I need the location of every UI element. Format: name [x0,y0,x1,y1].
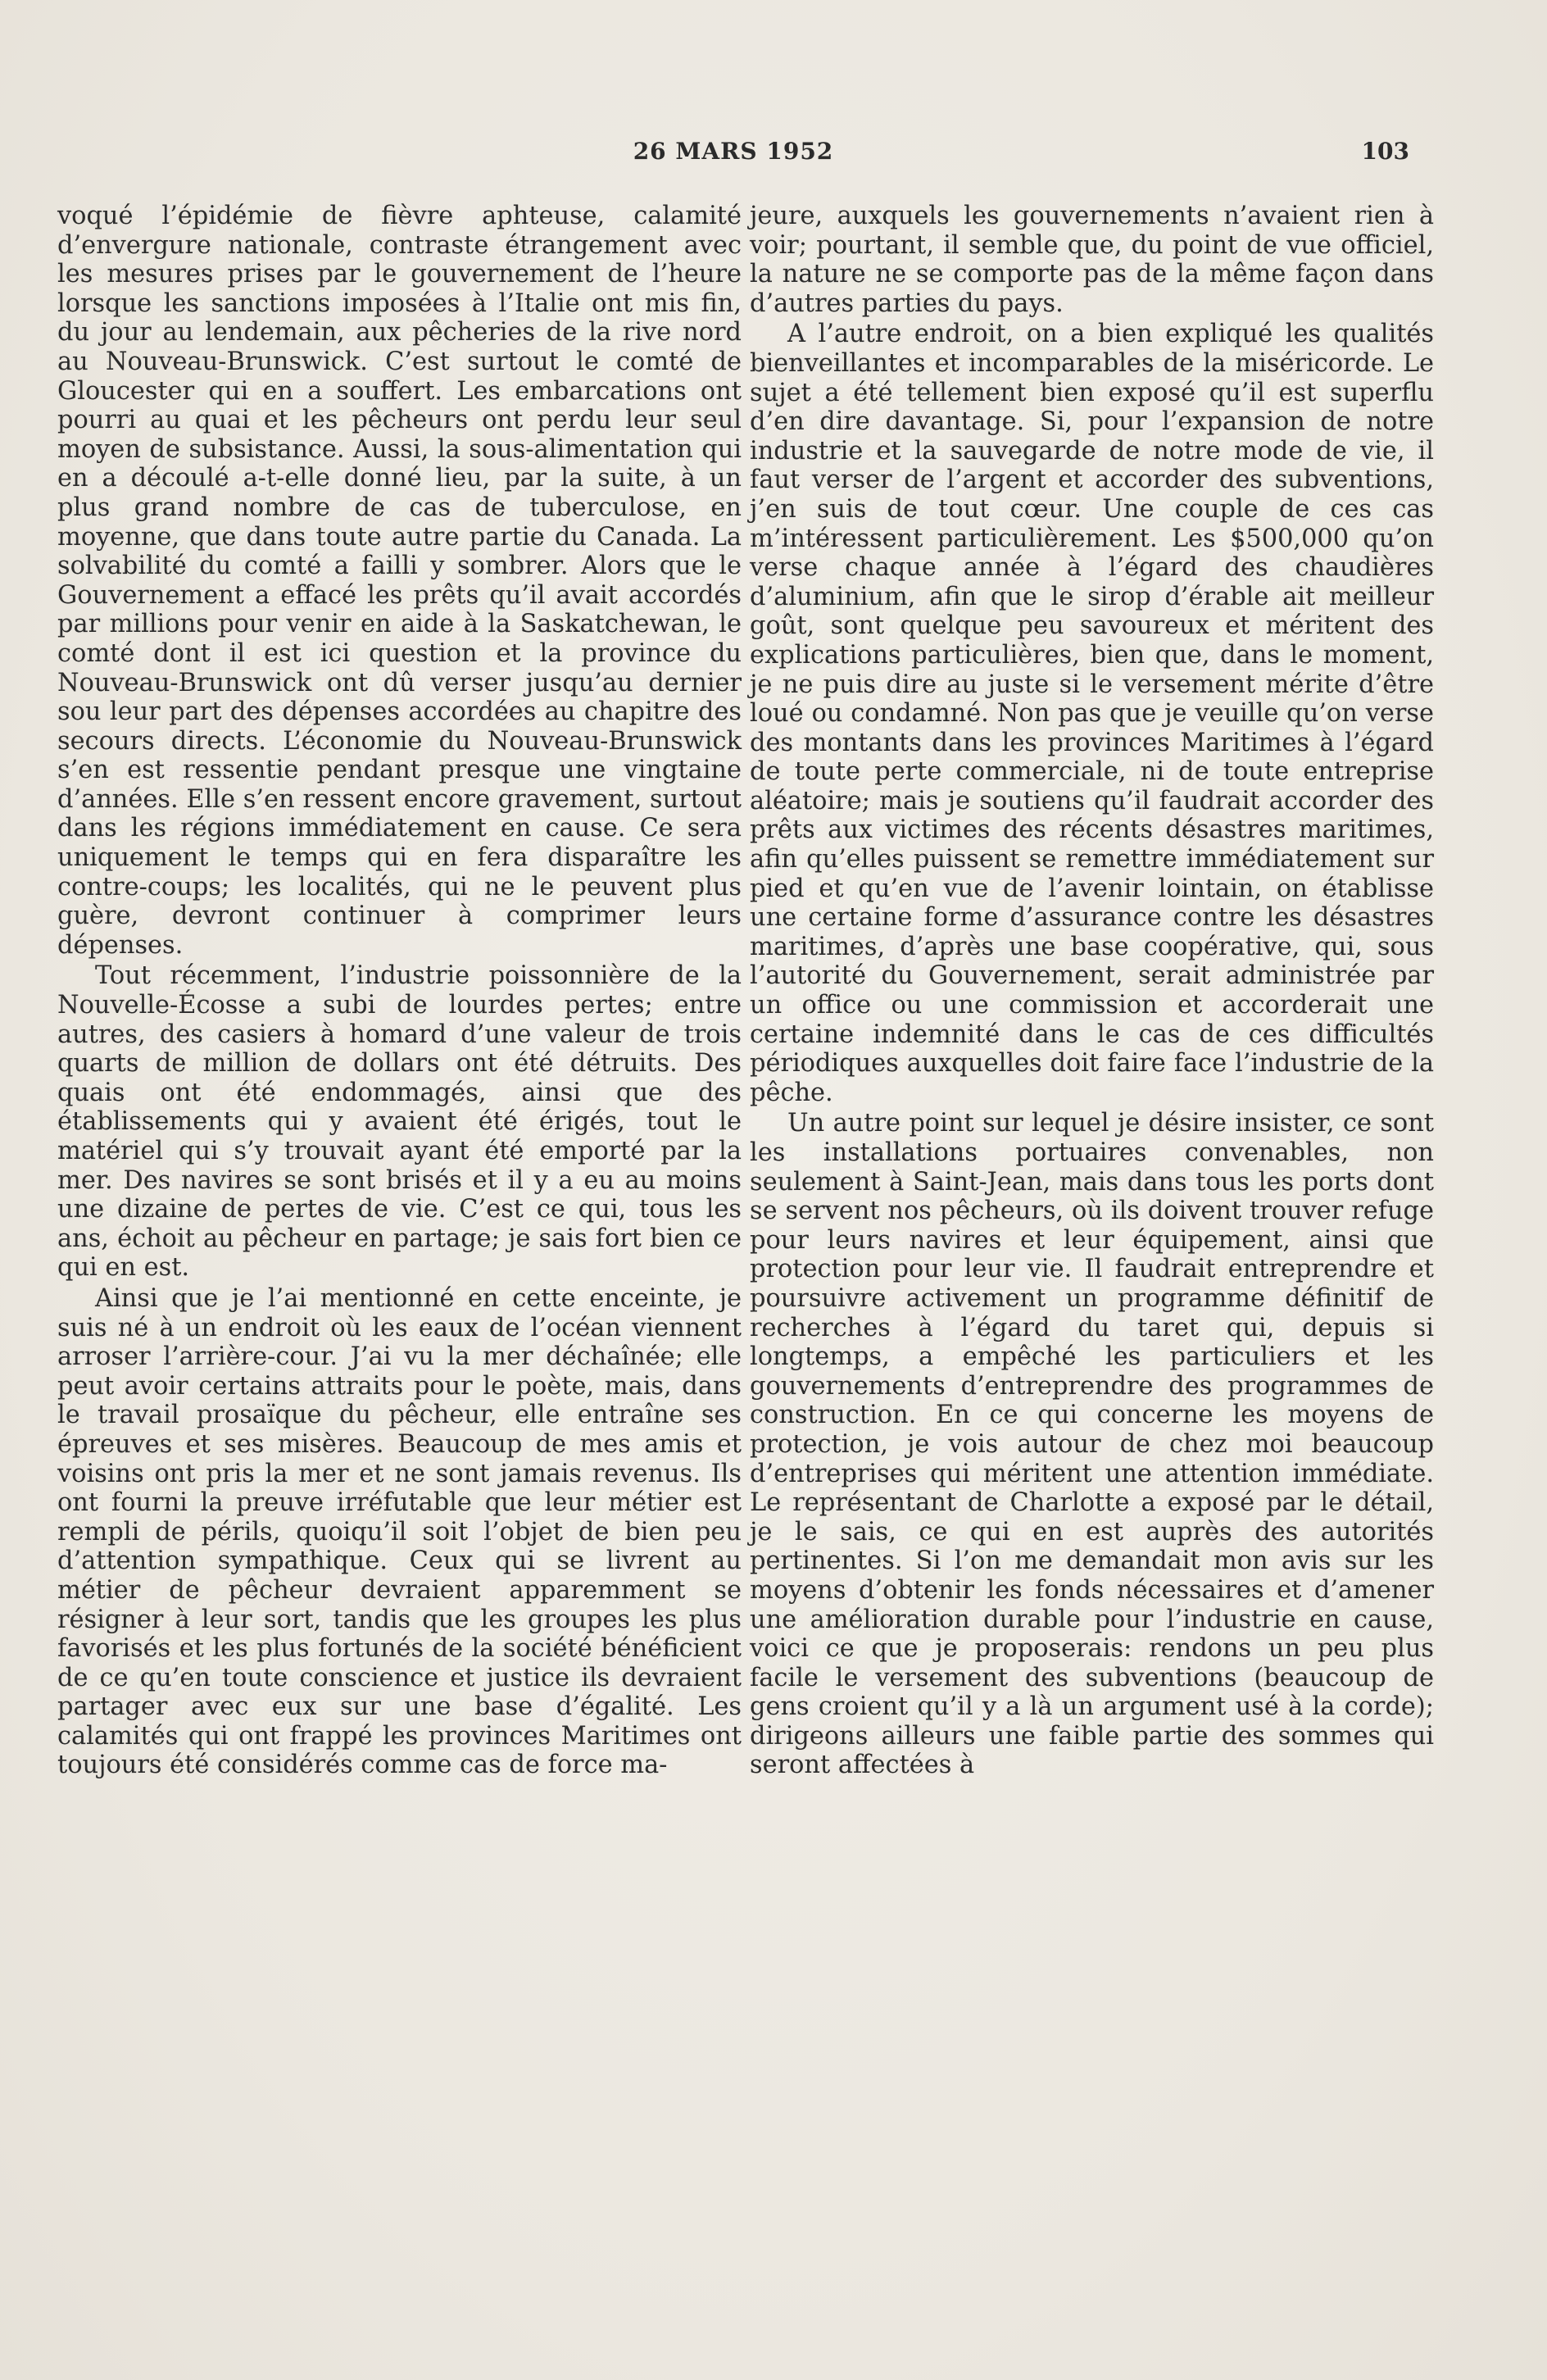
page-number: 103 [1361,138,1409,165]
paragraph: voqué l’épidémie de fièvre aphteuse, calamité d’envergure nationale, contraste étrangement avec les mesures prises par le gouvernement de l’heure lorsque les sanctions imposées à l’Italie ont mis fin, du jour au lendemain, aux pêcheries de la rive nord au Nouveau-Brunswick. C’est surtout le comté de Gloucester qui en a souffert. Les embarcations ont pourri au quai et les pêcheurs ont perdu leur seul moyen de subsistance. Aussi, la sous-alimentation qui en a découlé a-t-elle donné lieu, par la suite, à un plus grand nombre de cas de tuberculose, en moyenne, que dans toute autre partie du Canada. La solvabilité du comté a failli y sombrer. Alors que le Gouvernement a effacé les prêts qu’il avait accordés par millions pour venir en aide à la Saskatchewan, le comté dont il est ici question et la province du Nouveau-Brunswick ont dû verser jusqu’au dernier sou leur part des dépenses accordées au chapitre des secours directs. L’économie du Nouveau-Brunswick s’en est ressentie pendant presque une vingtaine d’années. Elle s’en ressent encore gravement, surtout dans les régions immédiatement en cause. Ce sera uniquement le temps qui en fera disparaître les contre-coups; les localités, qui ne le peuvent plus guère, devront continuer à comprimer leurs dépenses. [57,202,742,960]
paragraph: jeure, auxquels les gouvernements n’avaient rien à voir; pourtant, il semble que, du point de vue officiel, la nature ne se comporte pas de la même façon dans d’autres parties du pays. [750,202,1434,318]
right-column [750,202,1434,1780]
paragraph: Ainsi que je l’ai mentionné en cette enceinte, je suis né à un endroit où les eaux de l’océan viennent arroser l’arrière-cour. J’ai vu la mer déchaînée; elle peut avoir certains attraits pour le poète, mais, dans le travail prosaïque du pêcheur, elle entraîne ses épreuves et ses misères. Beaucoup de mes amis et voisins ont pris la mer et ne sont jamais revenus. Ils ont fourni la preuve irréfutable que leur métier est rempli de périls, quoiqu’il soit l’objet de bien peu d’attention sympathique. Ceux qui se livrent au métier de pêcheur devraient apparemment se résigner à leur sort, tandis que les groupes les plus favorisés et les plus fortunés de la société bénéficient de ce qu’en toute conscience et justice ils devraient partager avec eux sur une base d’égalité. Les calamités qui ont frappé les provinces Maritimes ont toujours été considérés comme cas de force ma- [57,1283,742,1780]
page-header [57,138,1409,179]
paragraph: A l’autre endroit, on a bien expliqué les qualités bienveillantes et incomparables de la miséricorde. Le sujet a été tellement bien exposé qu’il est superflu d’en dire davantage. Si, pour l’expansion de notre industrie et la sauvegarde de notre mode de vie, il faut verser de l’argent et accorder des subventions, j’en suis de tout cœur. Une couple de ces cas m’intéressent particulièrement. Les $500,000 qu’on verse chaque année à l’égard des chaudières d’aluminium, afin que le sirop d’érable ait meilleur goût, sont quelque peu savoureux et méritent des explications particulières, bien que, dans le moment, je ne puis dire au juste si le versement mérite d’être loué ou condamné. Non pas que je veuille qu’on verse des montants dans les provinces Maritimes à l’égard de toute perte commerciale, ni de toute entreprise aléatoire; mais je soutiens qu’il faudrait accorder des prêts aux victimes des récents désastres maritimes, afin qu’elles puissent se remettre immédiatement sur pied et qu’en vue de l’avenir lointain, on établisse une certaine forme d’assurance contre les désastres maritimes, d’après une base coopérative, qui, sous l’autorité du Gouvernement, serait administrée par un office ou une commission et accorderait une certaine indemnité dans le cas de ces difficultés périodiques auxquelles doit faire face l’industrie de la pêche. [750,320,1434,1107]
left-column [57,202,742,1780]
paragraph: Tout récemment, l’industrie poissonnière de la Nouvelle-Écosse a subi de lourdes pertes; entre autres, des casiers à homard d’une valeur de trois quarts de million de dollars ont été détruits. Des quais ont été endommagés, ainsi que des établissements qui y avaient été érigés, tout le matériel qui s’y trouvait ayant été emporté par la mer. Des navires se sont brisés et il y a eu au moins une dizaine de pertes de vie. C’est ce qui, tous les ans, échoit au pêcheur en partage; je sais fort bien ce qui en est. [57,961,742,1283]
page-date: 26 MARS 1952 [633,138,834,165]
paragraph: Un autre point sur lequel je désire insister, ce sont les installations portuaires convenables, non seulement à Saint-Jean, mais dans tous les ports dont se servent nos pêcheurs, où ils doivent trouver refuge pour leurs navires et leur équipement, ainsi que protection pour leur vie. Il faudrait entreprendre et poursuivre activement un programme définitif de recherches à l’égard du taret qui, depuis si longtemps, a empêché les particuliers et les gouvernements d’entreprendre des programmes de construction. En ce qui concerne les moyens de protection, je vois autour de chez moi beaucoup d’entreprises qui méritent une attention immédiate. Le représentant de Charlotte a exposé par le détail, je le sais, ce qui en est auprès des autorités pertinentes. Si l’on me demandait mon avis sur les moyens d’obtenir les fonds nécessaires et d’amener une amélioration durable pour l’industrie en cause, voici ce que je proposerais: rendons un peu plus facile le versement des subventions (beaucoup de gens croient qu’il y a là un argument usé à la corde); dirigeons ailleurs une faible partie des sommes qui seront affectées à [750,1109,1434,1780]
